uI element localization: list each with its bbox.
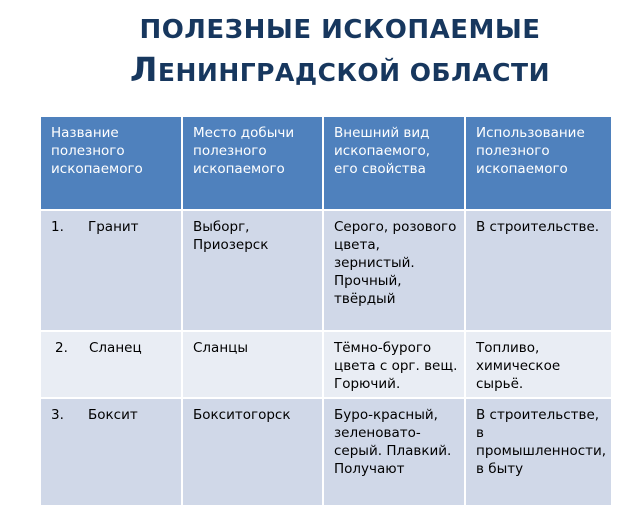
cell-appearance: Серого, розового цвета, зернистый. Прочный, твёрдый xyxy=(323,210,465,331)
cell-usage: В строительстве, в промышленности, в быту xyxy=(465,398,612,506)
header-usage: Использование полезного ископаемого xyxy=(465,116,612,210)
slide-title xyxy=(60,10,620,93)
cell-mineral-name xyxy=(40,210,182,331)
header-appearance: Внешний вид ископаемого, его свойства xyxy=(323,116,465,210)
header-mineral-name: Название полезного ископаемого xyxy=(40,116,182,210)
cell-mining-place: Бокситогорск xyxy=(182,398,323,506)
table-row xyxy=(40,331,612,398)
header-mining-place: Место добычи полезного ископаемого xyxy=(182,116,323,210)
minerals-table xyxy=(39,115,613,507)
table-row xyxy=(40,398,612,506)
row-number: 2. xyxy=(55,340,68,356)
mineral-name: Сланец xyxy=(89,340,142,356)
title-line-2-rest: ЕНИНГРАДСКОЙ ОБЛАСТИ xyxy=(157,58,551,87)
cell-usage: В строительстве. xyxy=(465,210,612,331)
cell-mineral-name xyxy=(40,398,182,506)
cell-appearance: Тёмно-бурого цвета с орг. вещ. Горючий. xyxy=(323,331,465,398)
cell-mining-place: Сланцы xyxy=(182,331,323,398)
cell-usage: Топливо, химическое сырьё. xyxy=(465,331,612,398)
title-initial-letter: Л xyxy=(129,50,158,89)
table-header-row xyxy=(40,116,612,210)
cell-mining-place: Выборг, Приозерск xyxy=(182,210,323,331)
table-row xyxy=(40,210,612,331)
title-line-2 xyxy=(60,50,620,93)
title-line-1: ПОЛЕЗНЫЕ ИСКОПАЕМЫЕ xyxy=(139,15,541,45)
row-number: 3. xyxy=(51,407,64,423)
mineral-name: Боксит xyxy=(88,407,138,423)
mineral-name: Гранит xyxy=(88,219,139,235)
cell-appearance: Буро-красный, зеленовато-серый. Плавкий. Получают xyxy=(323,398,465,506)
cell-mineral-name xyxy=(40,331,182,398)
row-number: 1. xyxy=(51,219,64,235)
